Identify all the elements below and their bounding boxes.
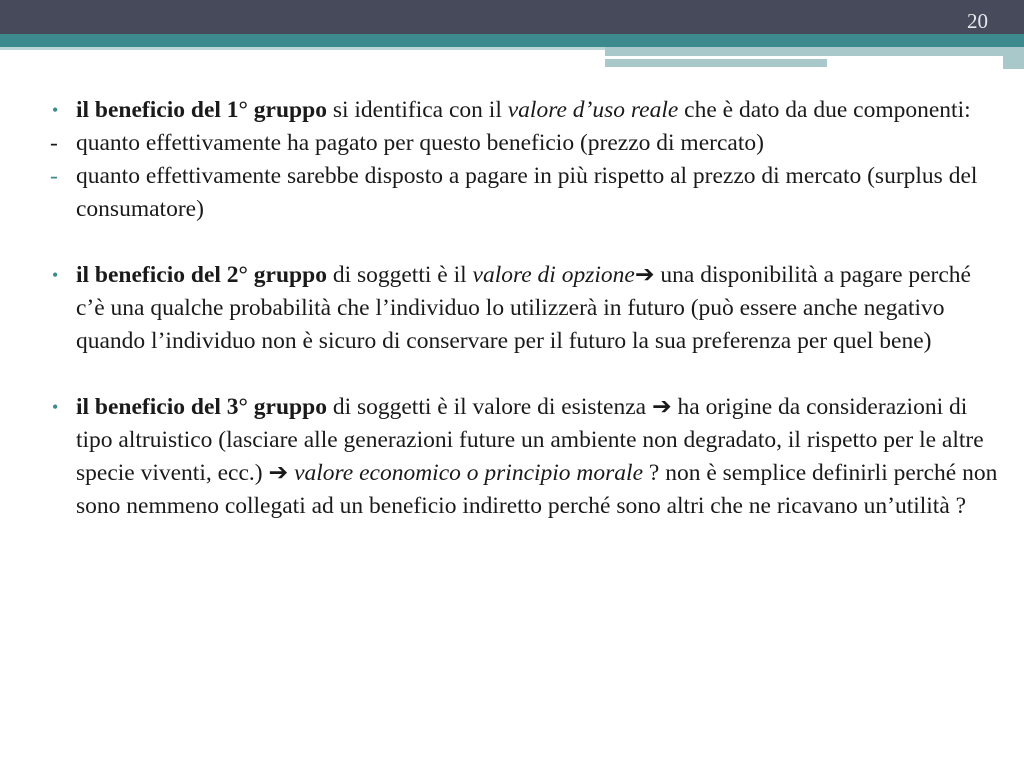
component-1-text: quanto effettivamente ha pagato per questo beneficio (prezzo di mercato)	[76, 130, 764, 156]
bullet-item-1	[48, 94, 998, 127]
header-stripe-light-left	[0, 47, 605, 50]
spacer	[48, 226, 998, 259]
arrow-right-icon: ➔	[651, 394, 672, 420]
header-stripe-light-right	[605, 47, 1024, 56]
bullet-2-text-end: una disponibilità a pagare perché c’è una qualche probabilità che l’individuo lo utilizzerà in futuro (può essere anche negativo quando l’individuo non è sicuro di conservare per il futuro la sua preferenza per quel bene)	[76, 262, 971, 354]
bullet-2-bold: il beneficio del 2° gruppo	[76, 262, 327, 288]
component-2-text: quanto effettivamente sarebbe disposto a pagare in più rispetto al prezzo di mercato (surplus del consumatore)	[76, 163, 978, 222]
bullet-icon: •	[52, 397, 59, 417]
bullet-3-text: di soggetti è il valore di esistenza	[326, 394, 652, 420]
slide-body	[48, 94, 998, 523]
dash-marker: -	[50, 130, 58, 156]
bullet-1-text: si identifica con il	[326, 97, 508, 123]
header-stripe-light-lower	[605, 59, 827, 67]
bullet-1-text-end: che è dato da due componenti:	[678, 97, 971, 123]
bullet-3-text-end: ? non è semplice definirli perché non sono nemmeno collegati ad un beneficio indiretto perché sono altri che ne ricavano un’utilità ?	[76, 460, 998, 519]
bullet-3-text-mid: ha origine da considerazioni di tipo altruistico (lasciare alle generazioni future un ambiente non degradato, il rispetto per le altre specie viventi, ecc.)	[76, 394, 984, 486]
arrow-right-icon: ➔	[634, 262, 655, 288]
component-item-2	[48, 160, 998, 226]
dash-marker: -	[50, 163, 58, 189]
arrow-right-icon: ➔	[268, 460, 289, 486]
bullet-3-italic: valore economico o principio morale	[288, 460, 644, 486]
bullet-1-italic: valore d’uso reale	[507, 97, 679, 123]
slide-number: 20	[967, 9, 988, 33]
bullet-1-bold: il beneficio del 1° gruppo	[76, 97, 327, 123]
bullet-2-text: di soggetti è il	[326, 262, 473, 288]
bullet-3-bold: il beneficio del 3° gruppo	[76, 394, 327, 420]
bullet-icon: •	[52, 100, 59, 120]
bullet-2-italic: valore di opzione	[472, 262, 635, 288]
bullet-icon: •	[52, 265, 59, 285]
header-stripe-corner-block	[1003, 47, 1024, 69]
bullet-item-2	[48, 259, 998, 358]
header-bar	[0, 0, 1024, 34]
bullet-item-3	[48, 391, 998, 523]
component-item-1	[48, 127, 998, 160]
header-stripe-teal	[0, 34, 1024, 47]
spacer	[48, 358, 998, 391]
